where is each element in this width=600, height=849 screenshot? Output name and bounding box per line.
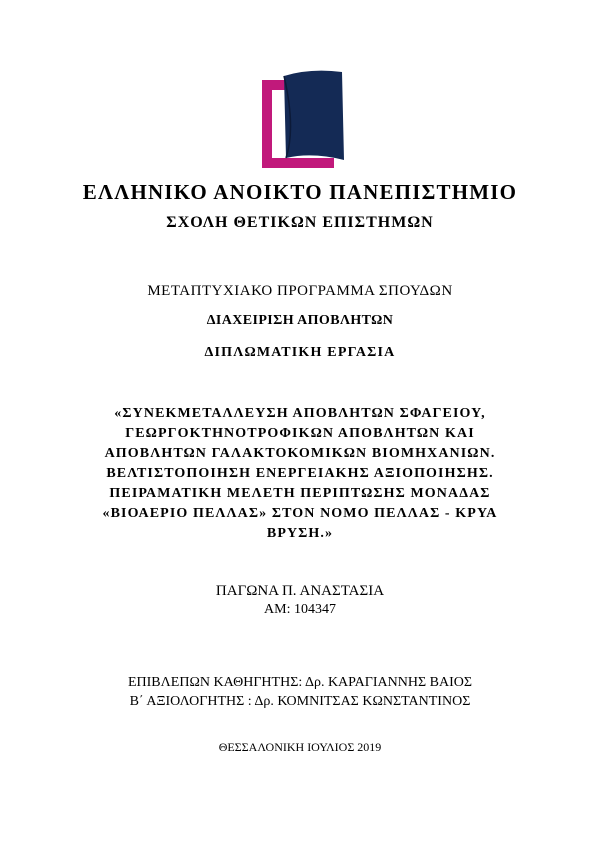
- thesis-title-line: ΓΕΩΡΓΟΚΤΗΝΟΤΡΟΦΙΚΩΝ ΑΠΟΒΛΗΤΩΝ ΚΑΙ: [125, 426, 475, 441]
- program-name: ΜΕΤΑΠΤΥΧΙΑΚΟ ΠΡΟΓΡΑΜΜΑ ΣΠΟΥΔΩΝ: [147, 283, 453, 299]
- school-name: ΣΧΟΛΗ ΘΕΤΙΚΩΝ ΕΠΙΣΤΗΜΩΝ: [166, 214, 434, 231]
- logo-navy-page: [284, 71, 344, 160]
- supervisor: ΕΠΙΒΛΕΠΩΝ ΚΑΘΗΓΗΤΗΣ: Δρ. ΚΑΡΑΓΙΑΝΝΗΣ ΒΑΙΟΣ: [127, 675, 473, 690]
- thesis-title: [50, 404, 550, 544]
- university-logo: [248, 68, 348, 168]
- thesis-title-line: ΑΠΟΒΛΗΤΩΝ ΓΑΛΑΚΤΟΚΟΜΙΚΩΝ ΒΙΟΜΗΧΑΝΙΩΝ.: [104, 446, 496, 461]
- thesis-title-line: «ΒΙΟΑΕΡΙΟ ΠΕΛΛΑΣ» ΣΤΟΝ ΝΟΜΟ ΠΕΛΛΑΣ - ΚΡΥΑ: [102, 506, 498, 521]
- thesis-title-line: «ΣΥΝΕΚΜΕΤΑΛΛΕΥΣΗ ΑΠΟΒΛΗΤΩΝ ΣΦΑΓΕΙΟΥ,: [114, 406, 486, 421]
- document-type: ΔΙΠΛΩΜΑΤΙΚΗ ΕΡΓΑΣΙΑ: [204, 345, 396, 360]
- thesis-title-line: ΒΡΥΣΗ.»: [266, 526, 334, 541]
- thesis-title-line: ΒΕΛΤΙΣΤΟΠΟΙΗΣΗ ΕΝΕΡΓΕΙΑΚΗΣ ΑΞΙΟΠΟΙΗΣΗΣ.: [106, 466, 494, 481]
- second-examiner: Β΄ ΑΞΙΟΛΟΓΗΤΗΣ : Δρ. ΚΟΜΝΙΤΣΑΣ ΚΩΝΣΤΑΝΤΙΝΟΣ: [129, 694, 471, 709]
- student-id: ΑΜ: 104347: [264, 602, 336, 617]
- author-name: ΠΑΓΩΝΑ Π. ΑΝΑΣΤΑΣΙΑ: [215, 583, 385, 599]
- thesis-title-line: ΠΕΙΡΑΜΑΤΙΚΗ ΜΕΛΕΤΗ ΠΕΡΙΠΤΩΣΗΣ ΜΟΝΑΔΑΣ: [109, 486, 491, 501]
- university-name: ΕΛΛΗΝΙΚΟ ΑΝΟΙΚΤΟ ΠΑΝΕΠΙΣΤΗΜΙΟ: [82, 180, 518, 204]
- place-date: ΘΕΣΣΑΛΟΝΙΚΗ ΙΟΥΛΙΟΣ 2019: [218, 740, 382, 754]
- specialization-name: ΔΙΑΧΕΙΡΙΣΗ ΑΠΟΒΛΗΤΩΝ: [206, 313, 394, 328]
